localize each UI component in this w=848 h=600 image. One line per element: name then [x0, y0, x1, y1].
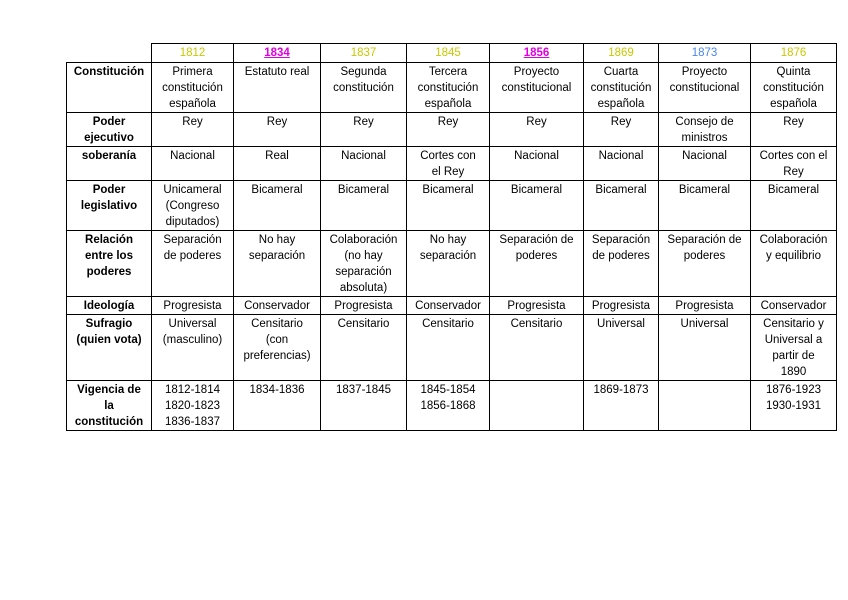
- year-cell-1856[interactable]: [490, 44, 584, 63]
- year-cell-1869: [584, 44, 659, 63]
- table-cell: Progresista: [659, 297, 751, 315]
- table-cell: Universal: [659, 315, 751, 381]
- table-cell: 1876-1923 1930-1931: [751, 381, 837, 431]
- table-cell: No hay separación: [407, 231, 490, 297]
- table-cell: Conservador: [407, 297, 490, 315]
- table-cell: Estatuto real: [234, 63, 321, 113]
- table-cell: Cortes con el Rey: [751, 147, 837, 181]
- table-cell: Bicameral: [659, 181, 751, 231]
- table-cell: Segunda constitución: [321, 63, 407, 113]
- table-cell: Cortes con el Rey: [407, 147, 490, 181]
- table-cell: [490, 381, 584, 431]
- row-header: Relación entre los poderes: [67, 231, 152, 297]
- table-row: [67, 113, 837, 147]
- table-cell: Proyecto constitucional: [659, 63, 751, 113]
- year-label: 1869: [608, 47, 634, 59]
- year-label: 1845: [435, 47, 461, 59]
- table-cell: 1869-1873: [584, 381, 659, 431]
- row-header: Poder ejecutivo: [67, 113, 152, 147]
- table-cell: Progresista: [152, 297, 234, 315]
- table-cell: 1845-1854 1856-1868: [407, 381, 490, 431]
- row-header: Ideología: [67, 297, 152, 315]
- year-label: 1837: [350, 47, 377, 59]
- table-row: [67, 63, 837, 113]
- year-cell-1873: [659, 44, 751, 63]
- year-cell-1834[interactable]: [234, 44, 321, 63]
- table-cell: Bicameral: [584, 181, 659, 231]
- table-cell: Tercera constitución española: [407, 63, 490, 113]
- table-cell: Nacional: [659, 147, 751, 181]
- table-cell: Censitario: [321, 315, 407, 381]
- year-cell-1812: [152, 44, 234, 63]
- table-cell: Conservador: [234, 297, 321, 315]
- table-cell: Nacional: [152, 147, 234, 181]
- table-cell: Colaboración (no hay separación absoluta): [321, 231, 407, 297]
- table-row: [67, 315, 837, 381]
- table-cell: No hay separación: [234, 231, 321, 297]
- year-link[interactable]: 1856: [523, 47, 550, 59]
- table-cell: 1837-1845: [321, 381, 407, 431]
- table-cell: Progresista: [490, 297, 584, 315]
- table-cell: Rey: [234, 113, 321, 147]
- table-cell: Separación de poderes: [584, 231, 659, 297]
- table-cell: Rey: [490, 113, 584, 147]
- table-cell: Bicameral: [407, 181, 490, 231]
- table-cell: Nacional: [321, 147, 407, 181]
- table-cell: 1834-1836: [234, 381, 321, 431]
- table-cell: Bicameral: [234, 181, 321, 231]
- table-cell: Rey: [321, 113, 407, 147]
- row-header: soberanía: [67, 147, 152, 181]
- corner-cell: [67, 44, 152, 63]
- row-header: Constitución: [67, 63, 152, 113]
- table-cell: Progresista: [584, 297, 659, 315]
- year-label: 1812: [179, 47, 206, 59]
- table-cell: Bicameral: [490, 181, 584, 231]
- table-cell: Universal: [584, 315, 659, 381]
- table-cell: Unicameral (Congreso diputados): [152, 181, 234, 231]
- table-cell: Censitario: [490, 315, 584, 381]
- table-cell: Primera constitución española: [152, 63, 234, 113]
- year-label: 1873: [691, 47, 718, 59]
- table-cell: Separación de poderes: [659, 231, 751, 297]
- row-header: Poder legislativo: [67, 181, 152, 231]
- table-row: [67, 297, 837, 315]
- table-cell: Rey: [152, 113, 234, 147]
- year-cell-1845: [407, 44, 490, 63]
- table-cell: 1812-1814 1820-1823 1836-1837: [152, 381, 234, 431]
- year-cell-1837: [321, 44, 407, 63]
- year-cell-1876: [751, 44, 837, 63]
- table-cell: Proyecto constitucional: [490, 63, 584, 113]
- table-cell: Rey: [584, 113, 659, 147]
- table-cell: Rey: [407, 113, 490, 147]
- table-cell: Real: [234, 147, 321, 181]
- table-row: [67, 231, 837, 297]
- table-cell: Bicameral: [751, 181, 837, 231]
- table-cell: Consejo de ministros: [659, 113, 751, 147]
- row-header: Sufragio (quien vota): [67, 315, 152, 381]
- table-cell: Nacional: [584, 147, 659, 181]
- table-cell: Rey: [751, 113, 837, 147]
- table-row: [67, 181, 837, 231]
- year-header-row: [67, 44, 837, 63]
- table-cell: Separación de poderes: [152, 231, 234, 297]
- table-cell: Progresista: [321, 297, 407, 315]
- table-row: [67, 147, 837, 181]
- table-cell: Censitario y Universal a partir de 1890: [751, 315, 837, 381]
- table-cell: Censitario (con preferencias): [234, 315, 321, 381]
- table-cell: Quinta constitución española: [751, 63, 837, 113]
- year-label: 1876: [780, 47, 807, 59]
- table-cell: Colaboración y equilibrio: [751, 231, 837, 297]
- table-cell: Cuarta constitución española: [584, 63, 659, 113]
- constitutions-table: [66, 43, 837, 431]
- table-cell: Separación de poderes: [490, 231, 584, 297]
- table-cell: Universal (masculino): [152, 315, 234, 381]
- table-cell: Nacional: [490, 147, 584, 181]
- table-cell: Bicameral: [321, 181, 407, 231]
- table-row: [67, 381, 837, 431]
- table-cell: [659, 381, 751, 431]
- table-cell: Censitario: [407, 315, 490, 381]
- table-cell: Conservador: [751, 297, 837, 315]
- year-link[interactable]: 1834: [264, 47, 290, 59]
- row-header: Vigencia de la constitución: [67, 381, 152, 431]
